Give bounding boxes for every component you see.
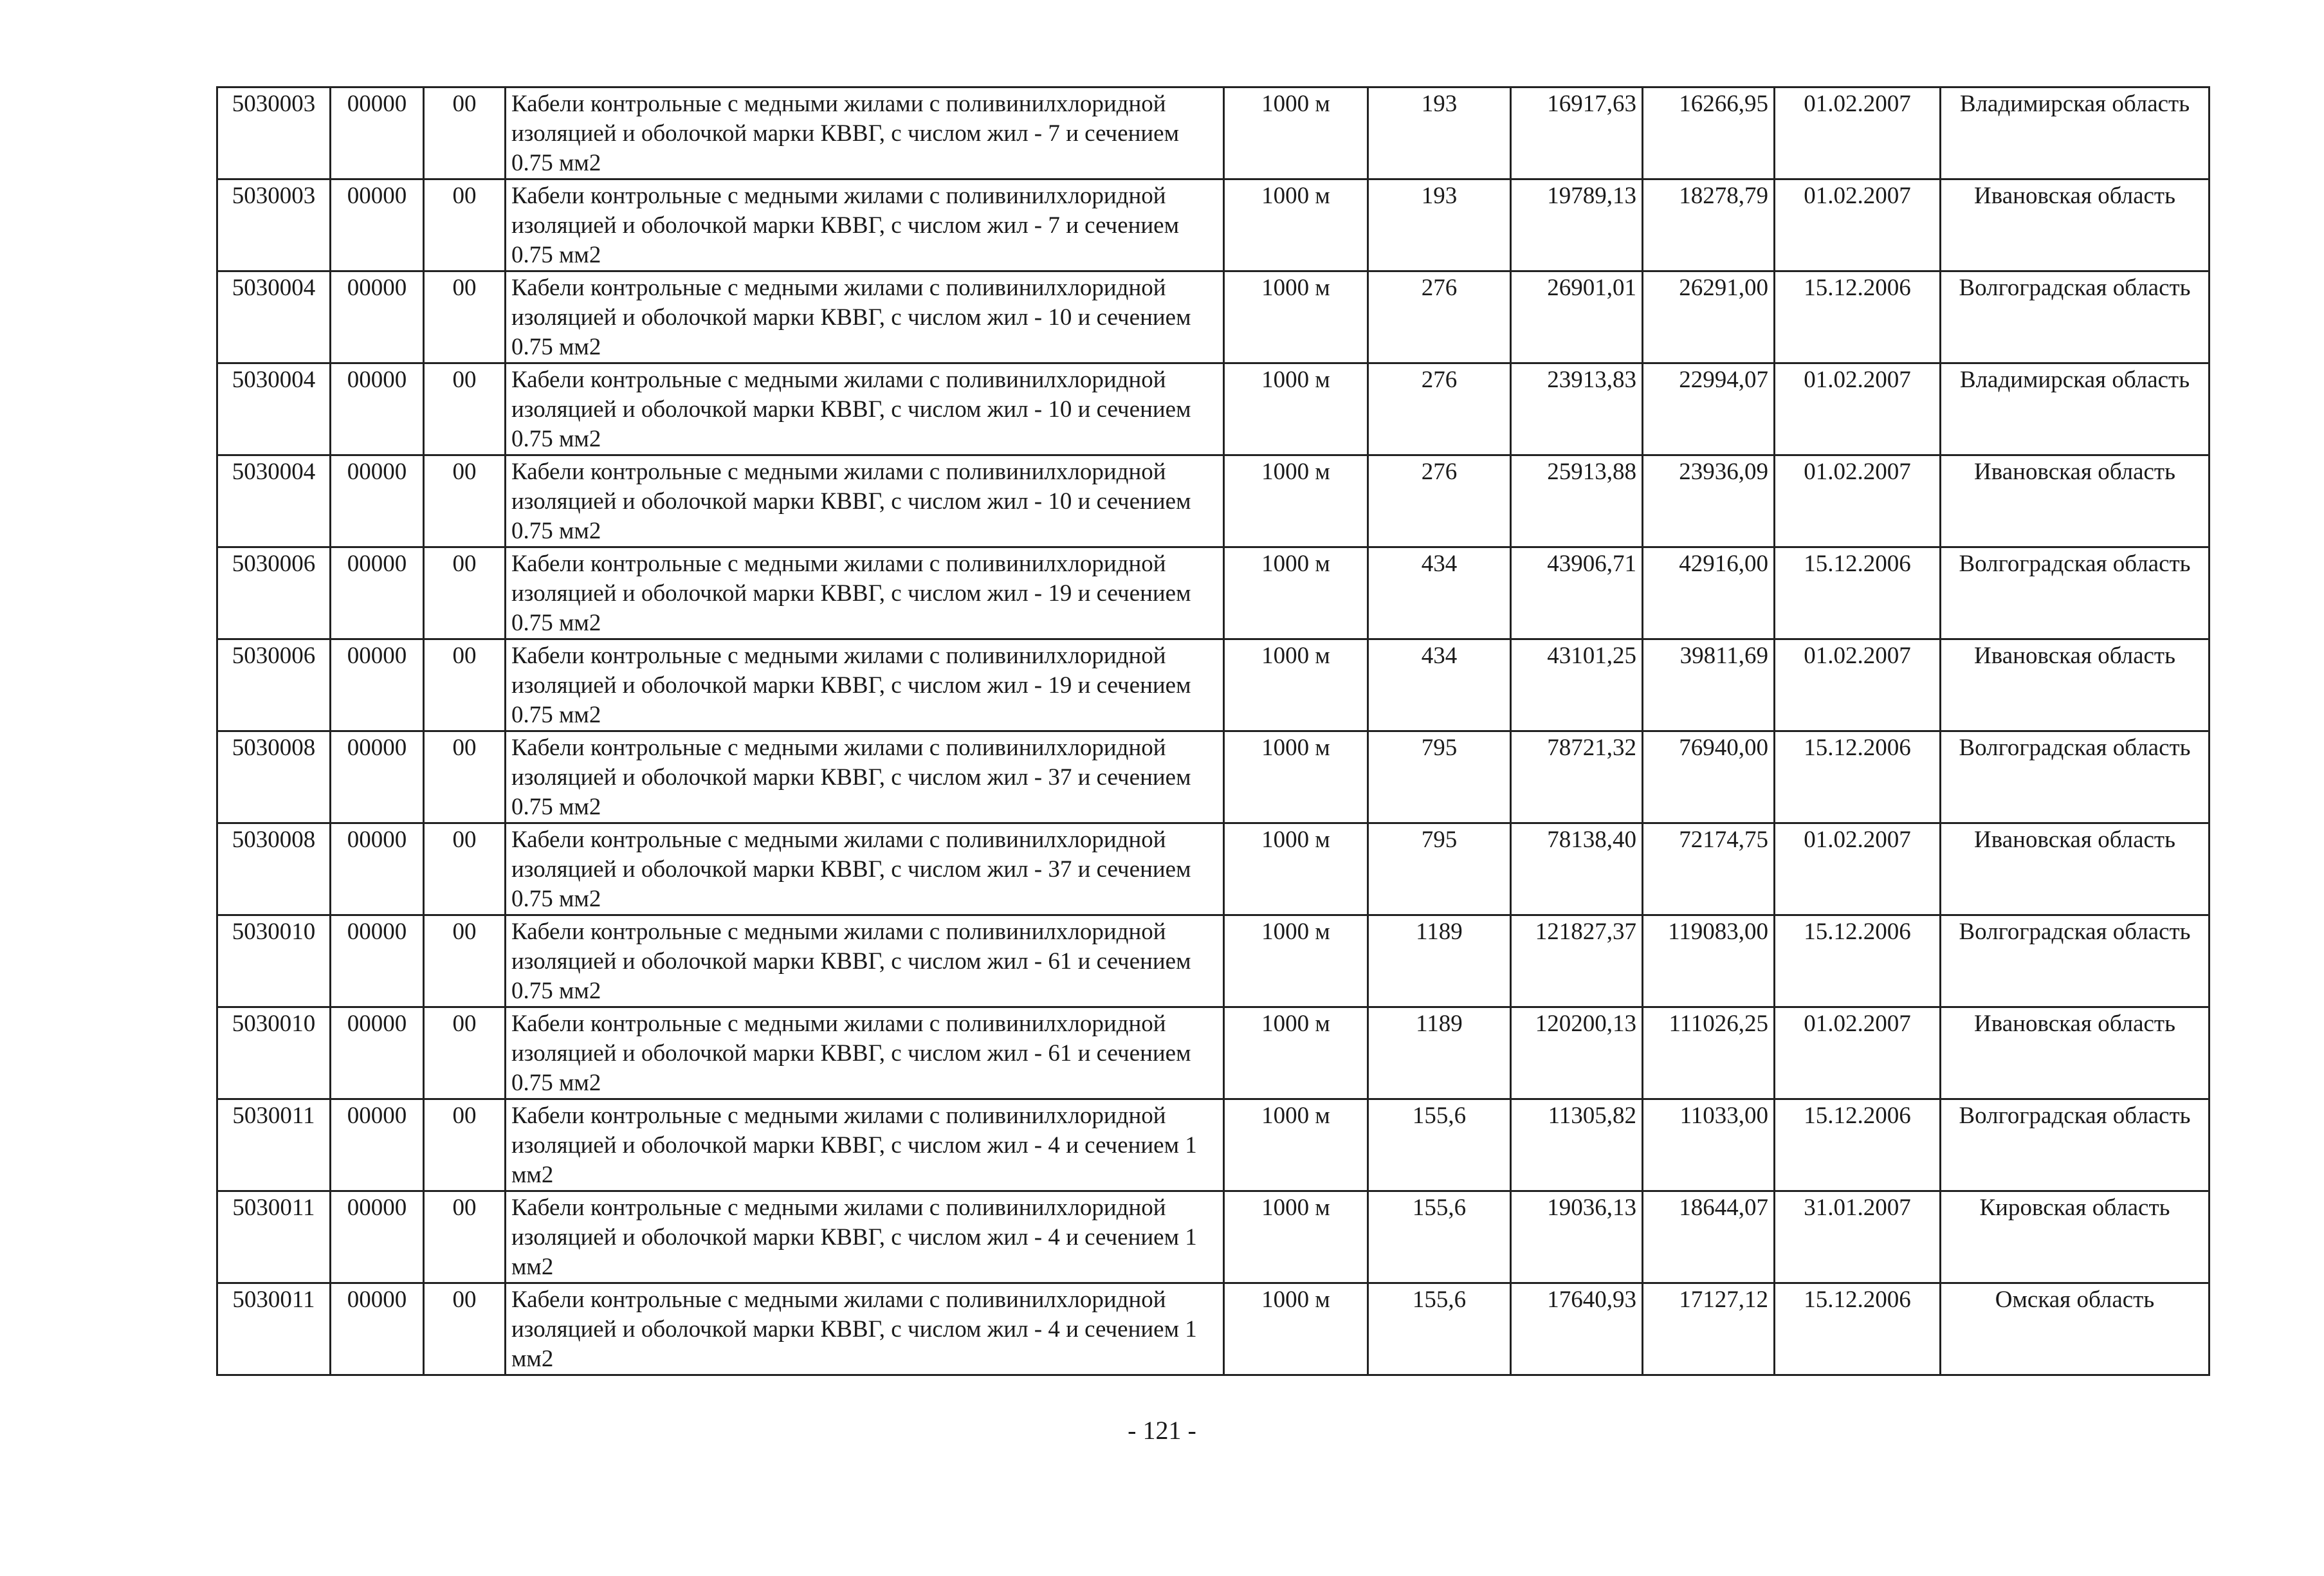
price-2-cell: 22994,07 [1643,363,1775,455]
item-description-cell: Кабели контрольные с медными жилами с поливинилхлоридной изоляцией и оболочкой марки КВВГ, с числом жил - 19 и сечением 0.75 мм2 [506,639,1224,731]
price-date-cell: 01.02.2007 [1775,455,1941,547]
price-1-cell: 17640,93 [1511,1283,1643,1375]
table-row [217,639,2210,731]
sub-code-2-cell: 00 [424,1099,506,1191]
table-row [217,915,2210,1007]
price-2-cell: 16266,95 [1643,87,1775,179]
sub-code-cell: 00000 [331,455,424,547]
table-row [217,547,2210,639]
price-2-cell: 11033,00 [1643,1099,1775,1191]
sub-code-2-cell: 00 [424,1007,506,1099]
price-1-cell: 78138,40 [1511,823,1643,915]
table-row [217,1283,2210,1375]
price-table [216,86,2210,1376]
price-2-cell: 119083,00 [1643,915,1775,1007]
item-code-cell: 5030003 [217,179,331,271]
table-row [217,1007,2210,1099]
price-1-cell: 43101,25 [1511,639,1643,731]
region-cell: Ивановская область [1941,455,2210,547]
unit-of-measure-cell: 1000 м [1224,731,1368,823]
sub-code-cell: 00000 [331,639,424,731]
unit-of-measure-cell: 1000 м [1224,915,1368,1007]
price-date-cell: 15.12.2006 [1775,547,1941,639]
region-cell: Волгоградская область [1941,915,2210,1007]
region-cell: Владимирская область [1941,87,2210,179]
quantity-cell: 193 [1368,179,1511,271]
unit-of-measure-cell: 1000 м [1224,1283,1368,1375]
price-1-cell: 16917,63 [1511,87,1643,179]
sub-code-cell: 00000 [331,363,424,455]
price-1-cell: 121827,37 [1511,915,1643,1007]
region-cell: Волгоградская область [1941,1099,2210,1191]
quantity-cell: 795 [1368,731,1511,823]
unit-of-measure-cell: 1000 м [1224,547,1368,639]
price-1-cell: 43906,71 [1511,547,1643,639]
region-cell: Кировская область [1941,1191,2210,1283]
quantity-cell: 1189 [1368,915,1511,1007]
table-row [217,731,2210,823]
price-date-cell: 01.02.2007 [1775,87,1941,179]
price-date-cell: 15.12.2006 [1775,731,1941,823]
sub-code-2-cell: 00 [424,1191,506,1283]
unit-of-measure-cell: 1000 м [1224,639,1368,731]
quantity-cell: 155,6 [1368,1283,1511,1375]
region-cell: Ивановская область [1941,179,2210,271]
price-date-cell: 01.02.2007 [1775,1007,1941,1099]
price-1-cell: 23913,83 [1511,363,1643,455]
region-cell: Ивановская область [1941,823,2210,915]
item-description-cell: Кабели контрольные с медными жилами с поливинилхлоридной изоляцией и оболочкой марки КВВГ, с числом жил - 7 и сечением 0.75 мм2 [506,179,1224,271]
item-code-cell: 5030004 [217,271,331,363]
quantity-cell: 1189 [1368,1007,1511,1099]
item-description-cell: Кабели контрольные с медными жилами с поливинилхлоридной изоляцией и оболочкой марки КВВГ, с числом жил - 19 и сечением 0.75 мм2 [506,547,1224,639]
price-1-cell: 19036,13 [1511,1191,1643,1283]
item-code-cell: 5030008 [217,731,331,823]
item-code-cell: 5030006 [217,639,331,731]
table-row [217,823,2210,915]
price-date-cell: 15.12.2006 [1775,1283,1941,1375]
price-2-cell: 42916,00 [1643,547,1775,639]
price-date-cell: 15.12.2006 [1775,915,1941,1007]
unit-of-measure-cell: 1000 м [1224,87,1368,179]
unit-of-measure-cell: 1000 м [1224,363,1368,455]
sub-code-2-cell: 00 [424,271,506,363]
price-2-cell: 18278,79 [1643,179,1775,271]
sub-code-2-cell: 00 [424,363,506,455]
item-description-cell: Кабели контрольные с медными жилами с поливинилхлоридной изоляцией и оболочкой марки КВВГ, с числом жил - 10 и сечением 0.75 мм2 [506,271,1224,363]
region-cell: Владимирская область [1941,363,2210,455]
price-date-cell: 01.02.2007 [1775,363,1941,455]
price-2-cell: 111026,25 [1643,1007,1775,1099]
price-2-cell: 23936,09 [1643,455,1775,547]
item-code-cell: 5030006 [217,547,331,639]
sub-code-2-cell: 00 [424,823,506,915]
region-cell: Волгоградская область [1941,547,2210,639]
sub-code-2-cell: 00 [424,1283,506,1375]
price-2-cell: 72174,75 [1643,823,1775,915]
quantity-cell: 276 [1368,455,1511,547]
quantity-cell: 193 [1368,87,1511,179]
item-description-cell: Кабели контрольные с медными жилами с поливинилхлоридной изоляцией и оболочкой марки КВВГ, с числом жил - 4 и сечением 1 мм2 [506,1191,1224,1283]
quantity-cell: 434 [1368,547,1511,639]
unit-of-measure-cell: 1000 м [1224,271,1368,363]
sub-code-cell: 00000 [331,547,424,639]
unit-of-measure-cell: 1000 м [1224,455,1368,547]
sub-code-2-cell: 00 [424,179,506,271]
price-1-cell: 25913,88 [1511,455,1643,547]
sub-code-2-cell: 00 [424,547,506,639]
sub-code-cell: 00000 [331,1099,424,1191]
item-description-cell: Кабели контрольные с медными жилами с поливинилхлоридной изоляцией и оболочкой марки КВВГ, с числом жил - 7 и сечением 0.75 мм2 [506,87,1224,179]
quantity-cell: 434 [1368,639,1511,731]
sub-code-cell: 00000 [331,87,424,179]
item-code-cell: 5030010 [217,1007,331,1099]
quantity-cell: 155,6 [1368,1191,1511,1283]
sub-code-cell: 00000 [331,271,424,363]
price-1-cell: 19789,13 [1511,179,1643,271]
quantity-cell: 276 [1368,363,1511,455]
table-body [217,87,2210,1375]
price-date-cell: 15.12.2006 [1775,1099,1941,1191]
item-description-cell: Кабели контрольные с медными жилами с поливинилхлоридной изоляцией и оболочкой марки КВВГ, с числом жил - 37 и сечением 0.75 мм2 [506,823,1224,915]
price-2-cell: 18644,07 [1643,1191,1775,1283]
sub-code-2-cell: 00 [424,639,506,731]
item-code-cell: 5030004 [217,363,331,455]
table-row [217,1099,2210,1191]
unit-of-measure-cell: 1000 м [1224,179,1368,271]
item-description-cell: Кабели контрольные с медными жилами с поливинилхлоридной изоляцией и оболочкой марки КВВГ, с числом жил - 4 и сечением 1 мм2 [506,1099,1224,1191]
item-code-cell: 5030003 [217,87,331,179]
quantity-cell: 155,6 [1368,1099,1511,1191]
table-row [217,87,2210,179]
item-description-cell: Кабели контрольные с медными жилами с поливинилхлоридной изоляцией и оболочкой марки КВВГ, с числом жил - 37 и сечением 0.75 мм2 [506,731,1224,823]
price-1-cell: 120200,13 [1511,1007,1643,1099]
unit-of-measure-cell: 1000 м [1224,1099,1368,1191]
price-date-cell: 01.02.2007 [1775,179,1941,271]
unit-of-measure-cell: 1000 м [1224,1191,1368,1283]
price-date-cell: 31.01.2007 [1775,1191,1941,1283]
region-cell: Ивановская область [1941,639,2210,731]
region-cell: Ивановская область [1941,1007,2210,1099]
sub-code-2-cell: 00 [424,87,506,179]
price-2-cell: 17127,12 [1643,1283,1775,1375]
sub-code-2-cell: 00 [424,915,506,1007]
table-row [217,271,2210,363]
price-date-cell: 01.02.2007 [1775,823,1941,915]
item-code-cell: 5030004 [217,455,331,547]
price-2-cell: 39811,69 [1643,639,1775,731]
region-cell: Омская область [1941,1283,2210,1375]
region-cell: Волгоградская область [1941,731,2210,823]
quantity-cell: 276 [1368,271,1511,363]
sub-code-cell: 00000 [331,1007,424,1099]
table-row [217,179,2210,271]
sub-code-cell: 00000 [331,731,424,823]
item-code-cell: 5030010 [217,915,331,1007]
price-date-cell: 01.02.2007 [1775,639,1941,731]
item-code-cell: 5030008 [217,823,331,915]
table-row [217,455,2210,547]
unit-of-measure-cell: 1000 м [1224,1007,1368,1099]
price-2-cell: 76940,00 [1643,731,1775,823]
sub-code-cell: 00000 [331,1283,424,1375]
sub-code-2-cell: 00 [424,731,506,823]
item-code-cell: 5030011 [217,1191,331,1283]
item-description-cell: Кабели контрольные с медными жилами с поливинилхлоридной изоляцией и оболочкой марки КВВГ, с числом жил - 4 и сечением 1 мм2 [506,1283,1224,1375]
price-date-cell: 15.12.2006 [1775,271,1941,363]
quantity-cell: 795 [1368,823,1511,915]
item-code-cell: 5030011 [217,1283,331,1375]
sub-code-cell: 00000 [331,915,424,1007]
item-code-cell: 5030011 [217,1099,331,1191]
sub-code-cell: 00000 [331,179,424,271]
price-2-cell: 26291,00 [1643,271,1775,363]
item-description-cell: Кабели контрольные с медными жилами с поливинилхлоридной изоляцией и оболочкой марки КВВГ, с числом жил - 10 и сечением 0.75 мм2 [506,455,1224,547]
item-description-cell: Кабели контрольные с медными жилами с поливинилхлоридной изоляцией и оболочкой марки КВВГ, с числом жил - 10 и сечением 0.75 мм2 [506,363,1224,455]
sub-code-cell: 00000 [331,823,424,915]
region-cell: Волгоградская область [1941,271,2210,363]
sub-code-cell: 00000 [331,1191,424,1283]
item-description-cell: Кабели контрольные с медными жилами с поливинилхлоридной изоляцией и оболочкой марки КВВГ, с числом жил - 61 и сечением 0.75 мм2 [506,1007,1224,1099]
page-number: - 121 - [1128,1416,1196,1445]
price-1-cell: 26901,01 [1511,271,1643,363]
unit-of-measure-cell: 1000 м [1224,823,1368,915]
sub-code-2-cell: 00 [424,455,506,547]
item-description-cell: Кабели контрольные с медными жилами с поливинилхлоридной изоляцией и оболочкой марки КВВГ, с числом жил - 61 и сечением 0.75 мм2 [506,915,1224,1007]
table-row [217,363,2210,455]
price-1-cell: 11305,82 [1511,1099,1643,1191]
table-row [217,1191,2210,1283]
price-1-cell: 78721,32 [1511,731,1643,823]
